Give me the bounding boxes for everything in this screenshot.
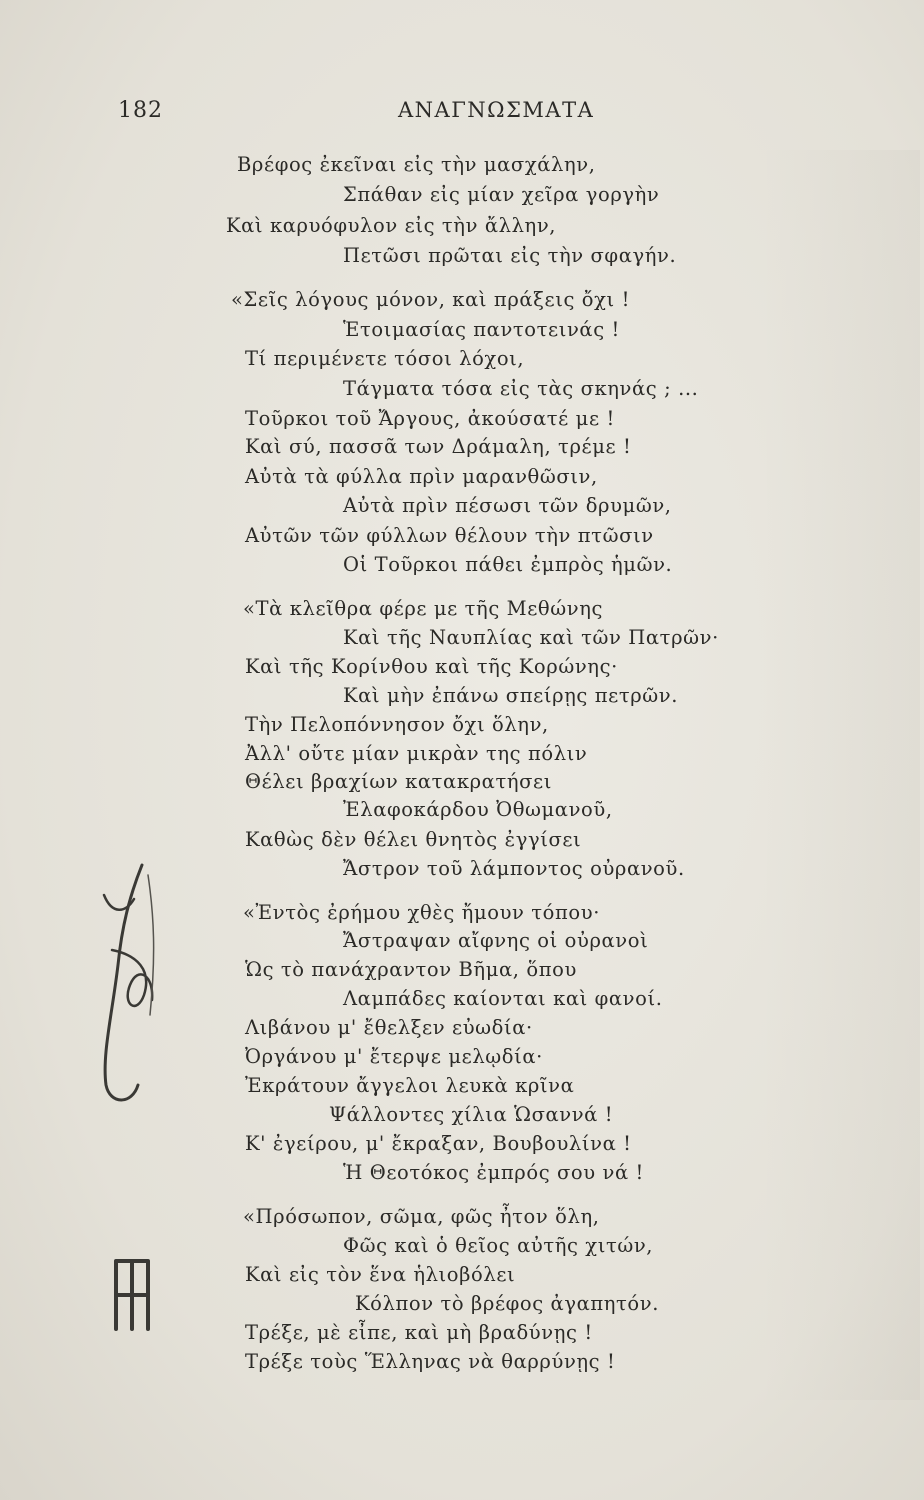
poem-line: Κ' ἐγείρου, μ' ἔκραξαν, Βουβουλίνα ! bbox=[245, 1132, 632, 1155]
poem-line: Κόλπον τὸ βρέφος ἀγαπητόν. bbox=[355, 1292, 660, 1315]
poem-line: Αὐτῶν τῶν φύλλων θέλουν τὴν πτῶσιν bbox=[245, 524, 654, 547]
poem-line: Ἐλαφοκάρδου Ὀθωμανοῦ, bbox=[343, 798, 613, 821]
poem-line: Αὐτὰ τὰ φύλλα πρὶν μαρανθῶσιν, bbox=[245, 465, 598, 488]
poem-line: Καὶ τῆς Ναυπλίας καὶ τῶν Πατρῶν· bbox=[343, 626, 719, 649]
poem-line: Ἄστραψαν αἴφνης οἱ οὐρανοὶ bbox=[343, 929, 649, 952]
poem-line: Βρέφος ἐκεῖναι εἰς τὴν μασχάλην, bbox=[237, 153, 596, 176]
running-title: ΑΝΑΓΝΩΣΜΑΤΑ bbox=[398, 98, 595, 122]
poem-line: «Σεῖς λόγους μόνον, καὶ πράξεις ὄχι ! bbox=[231, 288, 631, 311]
poem-line: Τοῦρκοι τοῦ Ἄργους, ἀκούσατέ με ! bbox=[245, 407, 615, 430]
poem-line: Καὶ σύ, πασσᾶ των Δράμαλη, τρέμε ! bbox=[245, 435, 632, 458]
bleed-through-shadow bbox=[760, 150, 920, 1400]
poem-line: Φῶς καὶ ὁ θεῖος αὐτῆς χιτών, bbox=[343, 1234, 654, 1257]
poem-line: Ἡ Θεοτόκος ἐμπρός σου νά ! bbox=[343, 1161, 644, 1184]
page-number: 182 bbox=[118, 98, 163, 123]
poem-line: Ἀλλ' οὔτε μίαν μικρὰν της πόλιν bbox=[245, 742, 588, 765]
poem-line: Ἐκράτουν ἄγγελοι λευκὰ κρῖνα bbox=[245, 1074, 575, 1097]
poem-line: Τρέξε τοὺς Ἕλληνας νὰ θαρρύνῃς ! bbox=[245, 1350, 616, 1373]
poem-line: Οἱ Τοῦρκοι πάθει ἐμπρὸς ἡμῶν. bbox=[343, 553, 673, 576]
poem-line: Λιβάνου μ' ἔθελξεν εὐωδία· bbox=[245, 1016, 533, 1039]
poem-line: Ὀργάνου μ' ἔτερψε μελῳδία· bbox=[245, 1045, 543, 1068]
poem-line: Πετῶσι πρῶται εἰς τὴν σφαγήν. bbox=[343, 244, 677, 267]
poem-line: Ψάλλοντες χίλια Ὡσαννά ! bbox=[329, 1103, 614, 1126]
poem-line: Ἑτοιμασίας παντοτεινάς ! bbox=[343, 318, 620, 341]
poem-line: Καὶ μὴν ἐπάνω σπείρῃς πετρῶν. bbox=[343, 684, 679, 707]
poem-line: «Ἐντὸς ἐρήμου χθὲς ἤμουν τόπου· bbox=[243, 901, 601, 924]
poem-line: Αὐτὰ πρὶν πέσωσι τῶν δρυμῶν, bbox=[343, 494, 672, 517]
poem-line: Καθὼς δὲν θέλει θνητὸς ἐγγίσει bbox=[245, 828, 582, 851]
poem-line: Θέλει βραχίων κατακρατήσει bbox=[245, 770, 552, 793]
poem-line: Ἄστρον τοῦ λάμποντος οὐρανοῦ. bbox=[343, 857, 685, 880]
poem-line: Τρέξε, μὲ εἶπε, καὶ μὴ βραδύνῃς ! bbox=[245, 1321, 593, 1344]
poem-line: Λαμπάδες καίονται καὶ φανοί. bbox=[343, 987, 663, 1010]
poem-line: Σπάθαν εἰς μίαν χεῖρα γοργὴν bbox=[343, 183, 660, 206]
poem-line: Καὶ εἰς τὸν ἕνα ἡλιοβόλει bbox=[245, 1263, 516, 1286]
poem-line: Ὡς τὸ πανάχραντον Βῆμα, ὅπου bbox=[245, 958, 577, 981]
poem-line: Τὴν Πελοπόννησον ὄχι ὅλην, bbox=[245, 713, 549, 736]
poem-line: Καὶ τῆς Κορίνθου καὶ τῆς Κορώνης· bbox=[245, 655, 618, 678]
poem-line: «Τὰ κλεῖθρα φέρε με τῆς Μεθώνης bbox=[243, 597, 604, 620]
handwritten-mark-icon bbox=[108, 1255, 156, 1335]
poem-line: Τάγματα τόσα εἰς τὰς σκηνάς ; ... bbox=[343, 377, 699, 400]
poem-line: Καὶ καρυόφυλον εἰς τὴν ἄλλην, bbox=[226, 214, 557, 237]
poem-line: Τί περιμένετε τόσοι λόχοι, bbox=[245, 347, 525, 370]
handwritten-signature-icon bbox=[82, 855, 172, 1115]
poem-line: «Πρόσωπον, σῶμα, φῶς ἦτον ὅλη, bbox=[243, 1205, 600, 1228]
